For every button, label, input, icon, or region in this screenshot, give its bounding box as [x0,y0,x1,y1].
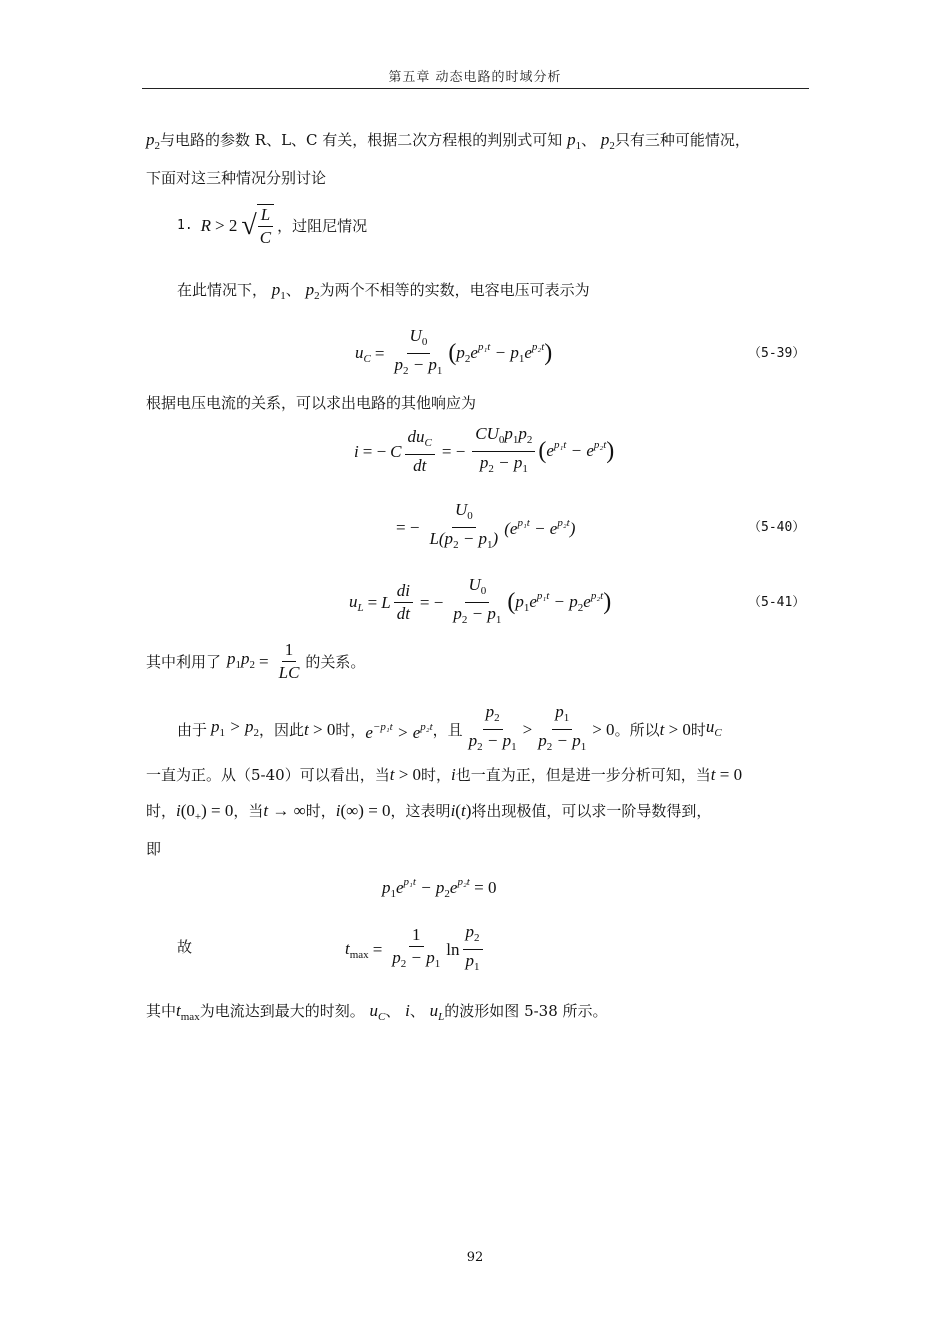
math-p1: $p_1$ [567,130,582,152]
text-span: 为电流达到最大的时刻。 [199,1002,365,1020]
text-span: 在此情况下， [177,281,268,299]
page-number: 92 [466,1250,484,1265]
equation-5-41: $u_L$ = L $\frac{di}{dt}$ = − $\frac{U_0}{p_2 - p_1}$ $(p_1e^{p_1t} - p_2e^{p_2t})$ [349,575,612,626]
paragraph-5: 由于 $p_1 > p_2$ ，因此 t > 0 时， $e^{-p_1t} > e^{p_2t}$ ，且 $\frac{p_2}{p_2 - p_1}$ > $\frac{p_1}{p_2 - p_1}$ > 0 。所以 t > 0 时 $u_C$ [177,702,722,753]
paragraph-9: 其中$t_{max}$为电流达到最大的时刻。 $u_C$、 i、 $u_L$的波形如图 5-38 所示。 [146,1001,608,1023]
paragraph-6: 一直为正。从（5-40）可以看出，当t > 0时，i也一直为正，但是进一步分析可知，当t = 0 [146,765,743,784]
math-p2: $p_2$ [305,280,320,302]
text-span: ，当 [233,802,264,820]
text-span: 的波形如图 5-38 所示。 [444,1002,608,1020]
math-p1: $p_1$ [271,280,286,302]
text-span: 时， [421,766,452,784]
text-span: 。所以 [614,720,660,739]
text-span: ，因此 [259,720,305,739]
text-span: 与电路的参数 R、L、C 有关，根据二次方程根的判别式可知 [160,131,563,149]
case-number: 1. [177,218,193,233]
equation-number-5-41: （5-41） [748,595,806,610]
equation-current-i: i = − C $\frac{du_C}{dt}$ = − $\frac{CU_0p_1p_2}{p_2 - p_1}$ $(e^{p_1t} - e^{p_2t})$ [354,424,615,475]
text-span: 、 [581,131,597,149]
equation-number-5-39: （5-39） [748,346,806,361]
gu-label: 故 [177,938,193,956]
math-p2: $p_2$ [600,130,615,152]
text-span: 的关系。 [305,652,366,671]
math-r-condition: R [200,216,212,235]
case-label: ，过阻尼情况 [277,217,368,235]
header-rule [142,88,809,89]
text-span: 、 [385,1002,401,1020]
text-span: 时， [146,802,177,820]
text-span: 也一直为正，但是进一步分析可知，当 [455,766,711,784]
text-span: 时， [335,720,366,739]
paragraph-1-line-2: 下面对这三种情况分别讨论 [146,169,327,187]
text-span: 、 [409,1002,425,1020]
text-span: 只有三种可能情况， [614,131,750,149]
text-span: 将出现极值，可以求一阶导数得到， [471,802,712,820]
fraction-l-over-c: $\frac{L}{C}$ [257,204,274,248]
text-span: ，这表明 [390,802,451,820]
equation-number-5-40: （5-40） [748,520,806,535]
text-span: 时 [690,720,706,739]
equation-t-max: $t_{max}$ = $\frac{1}{p_2 - p_1}$ ln $\frac{p_2}{p_1}$ [345,922,486,977]
case-1-heading: 1. R > 2 √ $\frac{L}{C}$ ，过阻尼情况 [177,205,368,247]
sqrt-sign: √ [241,210,257,241]
text-span: 其中 [146,1002,177,1020]
text-span: ，且 [432,720,463,739]
text-span: 时， [305,802,336,820]
equation-derivative-zero: $p_1e^{p_1t} - p_2e^{p_2t} = 0$ [382,876,497,900]
math-p2: $p_2$ [146,130,160,152]
paragraph-2 [177,280,590,306]
text-span: 其中利用了 [146,652,222,671]
text-span: 为两个不相等的实数，电容电压可表示为 [319,281,590,299]
paragraph-7: 时，$i(0_+) = 0$，当t → ∞时，i(∞) = 0，这表明i(t)将出现极值，可以求一阶导数得到， [146,801,712,823]
text-span: 、 [285,281,301,299]
text-span: 由于 [177,720,208,739]
paragraph-3: 根据电压电流的关系，可以求出电路的其他响应为 [146,394,477,412]
text-span: 一直为正。从（5-40）可以看出，当 [146,766,390,784]
equation-5-39: $u_C$ = $\frac{U_0}{p_2 - p_1}$ $(p_2e^{p_1t} - p_1e^{p_2t})$ [355,326,553,377]
paragraph-8: 即 [146,840,162,858]
equation-5-40: = − $\frac{U_0}{L(p_2 - p_1)}$ $(e^{p_1t} - e^{p_2t})$ [396,500,576,551]
paragraph-4: 其中利用了 $p_1p_2$ = $\frac{1}{LC}$ 的关系。 [146,640,366,682]
paragraph-1-line-1 [146,130,750,156]
running-header: 第五章 动态电路的时域分析 [388,70,562,85]
